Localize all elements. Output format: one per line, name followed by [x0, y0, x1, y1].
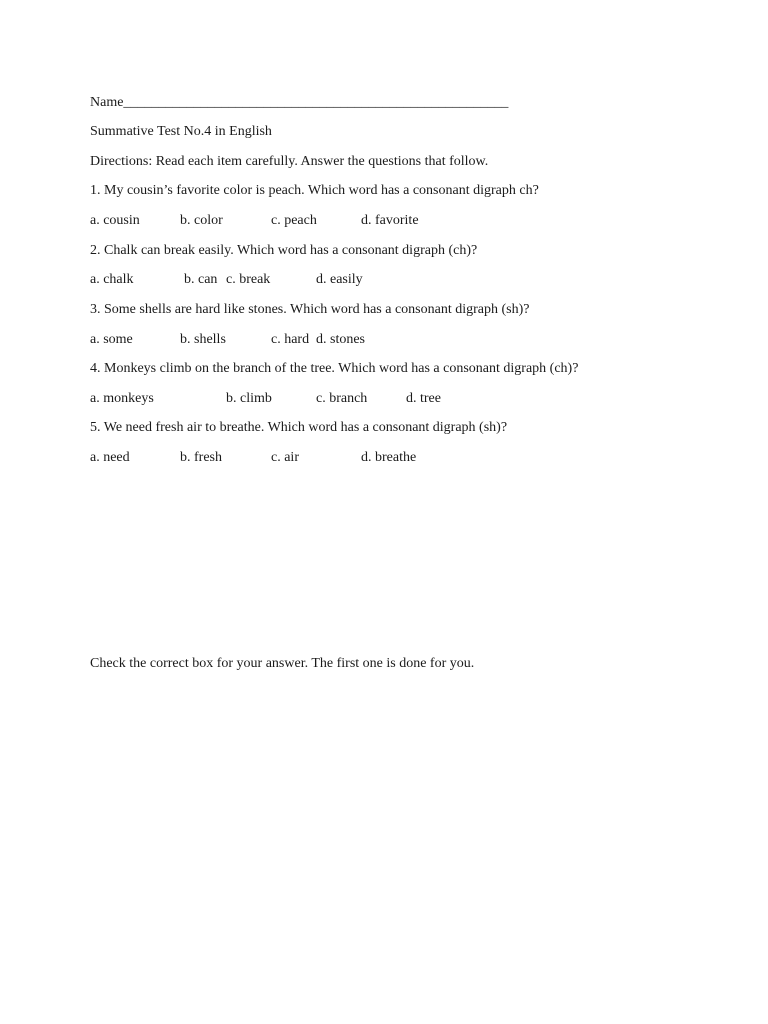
- question-1-option-b: b. color: [180, 213, 223, 228]
- worksheet-title: Summative Test No.4 in English: [90, 124, 272, 139]
- question-5-option-b: b. fresh: [180, 450, 222, 465]
- question-5-text: 5. We need fresh air to breathe. Which word has a consonant digraph (sh)?: [90, 420, 508, 435]
- name-line: Name_______________________________________________________: [90, 95, 509, 110]
- question-3-option-c: c. hard: [271, 332, 310, 347]
- question-5-option-d: d. breathe: [361, 450, 417, 465]
- question-1-option-a: a. cousin: [90, 213, 140, 228]
- question-4-option-c: c. branch: [316, 391, 368, 406]
- question-1-text: 1. My cousin’s favorite color is peach. Which word has a consonant digraph ch?: [90, 183, 539, 198]
- question-2-option-c: c. break: [226, 272, 271, 287]
- question-1-option-c: c. peach: [271, 213, 317, 228]
- question-3-option-d: d. stones: [316, 332, 365, 347]
- question-3-option-b: b. shells: [180, 332, 226, 347]
- question-2-text: 2. Chalk can break easily. Which word has a consonant digraph (ch)?: [90, 243, 478, 258]
- directions: Directions: Read each item carefully. Answer the questions that follow.: [90, 154, 489, 169]
- question-4-option-b: b. climb: [226, 391, 272, 406]
- question-4-option-d: d. tree: [406, 391, 441, 406]
- question-1-option-d: d. favorite: [361, 213, 419, 228]
- question-5-option-c: c. air: [271, 450, 299, 465]
- question-2-option-d: d. easily: [316, 272, 363, 287]
- question-5-option-a: a. need: [90, 450, 130, 465]
- question-2-option-a: a. chalk: [90, 272, 134, 287]
- question-3-text: 3. Some shells are hard like stones. Which word has a consonant digraph (sh)?: [90, 302, 530, 317]
- question-4-option-a: a. monkeys: [90, 391, 154, 406]
- question-2-option-b: b. can: [184, 272, 218, 287]
- section-2-instruction: Check the correct box for your answer. The first one is done for you.: [90, 656, 475, 671]
- question-4-text: 4. Monkeys climb on the branch of the tree. Which word has a consonant digraph (ch)?: [90, 361, 579, 376]
- question-3-option-a: a. some: [90, 332, 133, 347]
